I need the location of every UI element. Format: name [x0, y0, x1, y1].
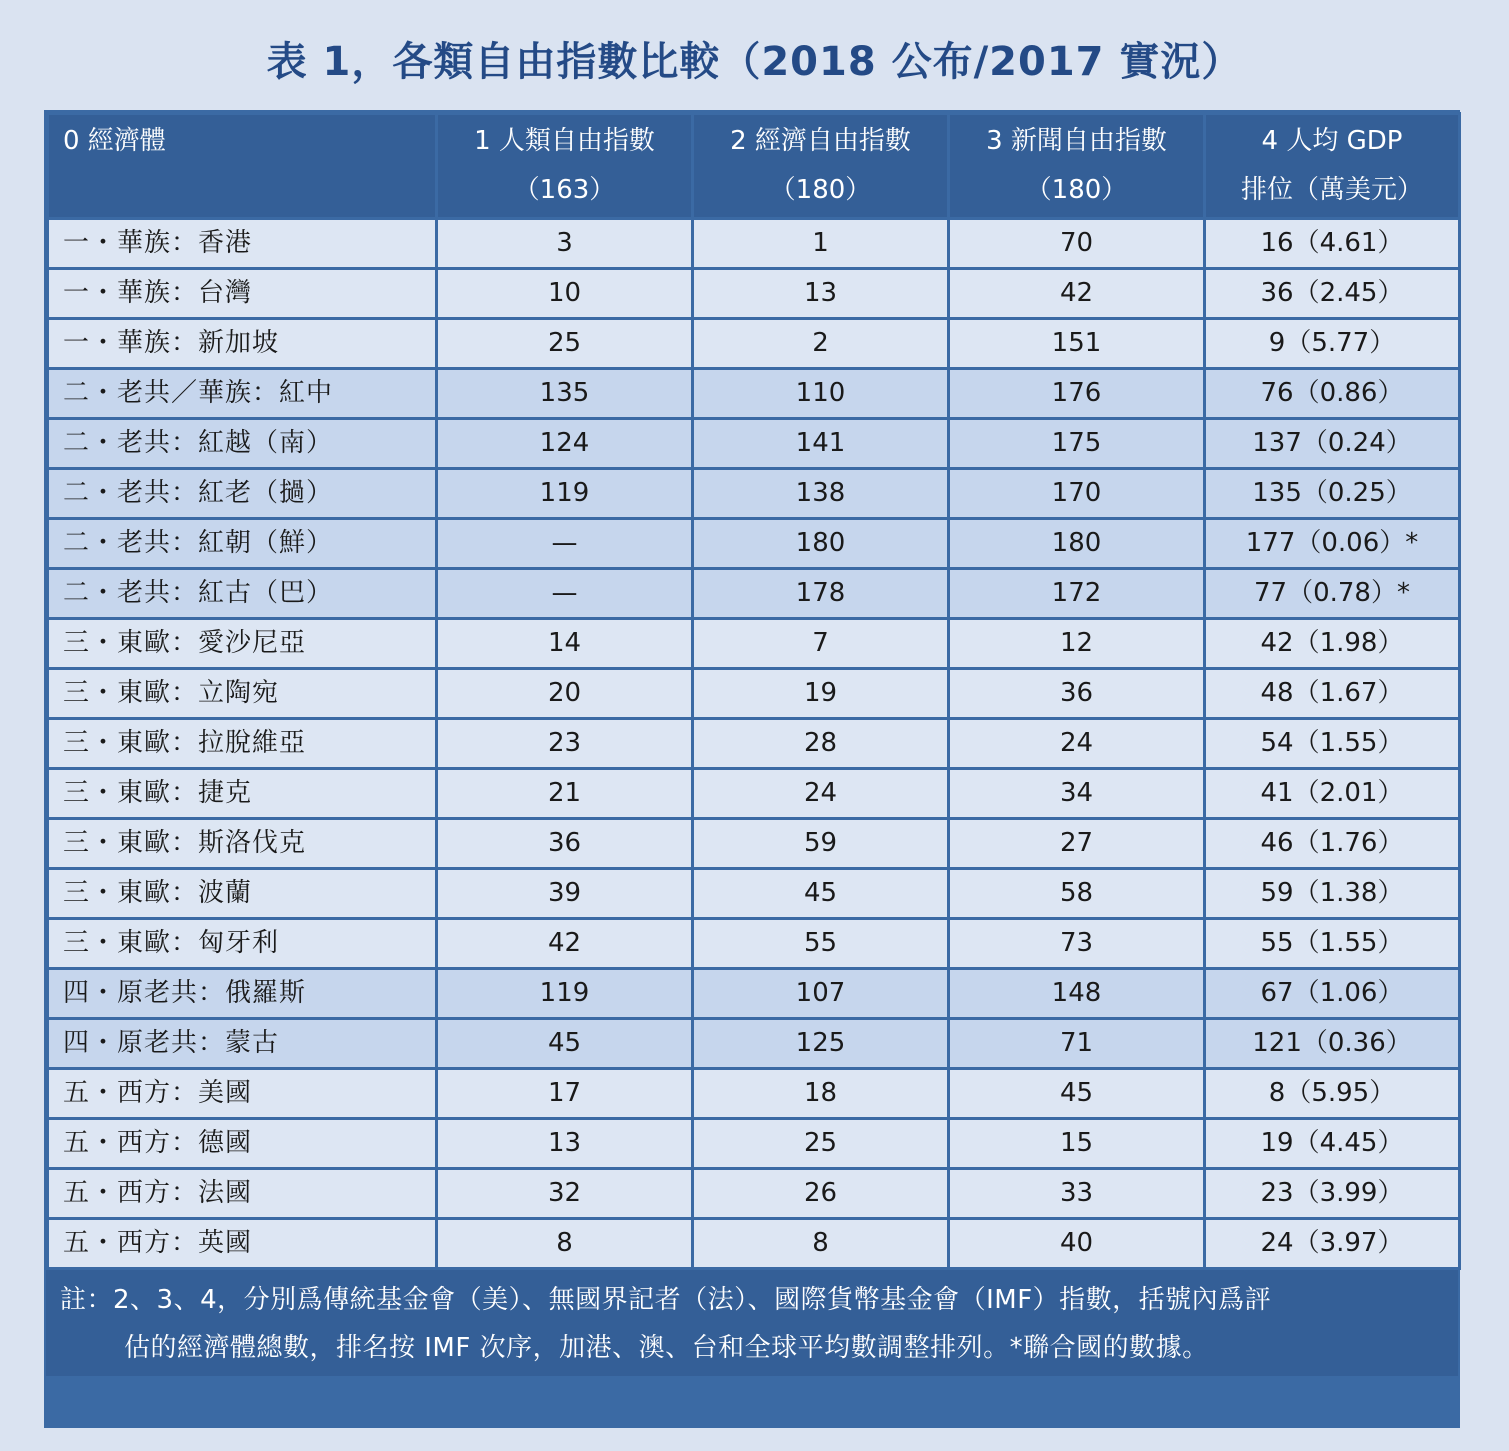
header-press-freedom — [949, 114, 1205, 219]
table-row — [48, 1169, 1460, 1219]
cell-press-freedom: 45 — [949, 1069, 1205, 1119]
cell-press-freedom: 170 — [949, 469, 1205, 519]
cell-human-freedom: 3 — [437, 219, 693, 269]
cell-human-freedom: 124 — [437, 419, 693, 469]
cell-economy: 二・老共：紅古（巴） — [48, 569, 437, 619]
cell-gdp: 177（0.06）* — [1205, 519, 1460, 569]
cell-economy: 五・西方：德國 — [48, 1119, 437, 1169]
cell-human-freedom: 10 — [437, 269, 693, 319]
cell-economic-freedom: 59 — [693, 819, 949, 869]
cell-gdp: 54（1.55） — [1205, 719, 1460, 769]
cell-economic-freedom: 13 — [693, 269, 949, 319]
header-economic-freedom-label: 2 經濟自由指數 — [730, 126, 911, 156]
table-row — [48, 269, 1460, 319]
header-economy — [48, 114, 437, 219]
cell-economic-freedom: 141 — [693, 419, 949, 469]
footnote-line-2: 估的經濟體總數，排名按 IMF 次序，加港、澳、台和全球平均數調整排列。*聯合國的數據。 — [124, 1333, 1209, 1363]
table-row — [48, 869, 1460, 919]
cell-economic-freedom: 28 — [693, 719, 949, 769]
table-row — [48, 319, 1460, 369]
cell-press-freedom: 40 — [949, 1219, 1205, 1269]
cell-economic-freedom: 19 — [693, 669, 949, 719]
cell-economy: 四・原老共：蒙古 — [48, 1019, 437, 1069]
cell-gdp: 137（0.24） — [1205, 419, 1460, 469]
cell-human-freedom: 42 — [437, 919, 693, 969]
header-press-freedom-label: 3 新聞自由指數 — [986, 126, 1167, 156]
cell-human-freedom: 13 — [437, 1119, 693, 1169]
cell-economy: 三・東歐：愛沙尼亞 — [48, 619, 437, 669]
cell-human-freedom: 23 — [437, 719, 693, 769]
table-row — [48, 819, 1460, 869]
table-row — [48, 369, 1460, 419]
cell-human-freedom: 21 — [437, 769, 693, 819]
cell-gdp: 55（1.55） — [1205, 919, 1460, 969]
header-press-freedom-count: （180） — [1025, 175, 1128, 205]
header-human-freedom — [437, 114, 693, 219]
table-row — [48, 1069, 1460, 1119]
table-row — [48, 1219, 1460, 1269]
cell-human-freedom: 17 — [437, 1069, 693, 1119]
freedom-index-table-container — [44, 110, 1460, 1428]
cell-gdp: 48（1.67） — [1205, 669, 1460, 719]
cell-gdp: 77（0.78）* — [1205, 569, 1460, 619]
header-human-freedom-count: （163） — [513, 175, 616, 205]
cell-economy: 一・華族：香港 — [48, 219, 437, 269]
table-row — [48, 1019, 1460, 1069]
cell-gdp: 67（1.06） — [1205, 969, 1460, 1019]
table-row — [48, 669, 1460, 719]
cell-economic-freedom: 107 — [693, 969, 949, 1019]
cell-economic-freedom: 18 — [693, 1069, 949, 1119]
cell-economic-freedom: 138 — [693, 469, 949, 519]
cell-human-freedom: 135 — [437, 369, 693, 419]
cell-press-freedom: 36 — [949, 669, 1205, 719]
cell-press-freedom: 71 — [949, 1019, 1205, 1069]
cell-gdp: 23（3.99） — [1205, 1169, 1460, 1219]
cell-economy: 五・西方：美國 — [48, 1069, 437, 1119]
cell-economic-freedom: 178 — [693, 569, 949, 619]
table-header — [48, 114, 1460, 219]
cell-human-freedom: 39 — [437, 869, 693, 919]
cell-gdp: 19（4.45） — [1205, 1119, 1460, 1169]
cell-press-freedom: 58 — [949, 869, 1205, 919]
header-human-freedom-label: 1 人類自由指數 — [474, 126, 655, 156]
cell-economy: 一・華族：新加坡 — [48, 319, 437, 369]
cell-press-freedom: 15 — [949, 1119, 1205, 1169]
cell-press-freedom: 34 — [949, 769, 1205, 819]
cell-press-freedom: 70 — [949, 219, 1205, 269]
cell-economic-freedom: 7 — [693, 619, 949, 669]
header-economic-freedom-count: （180） — [769, 175, 872, 205]
cell-economic-freedom: 26 — [693, 1169, 949, 1219]
cell-economic-freedom: 25 — [693, 1119, 949, 1169]
cell-human-freedom: 20 — [437, 669, 693, 719]
cell-press-freedom: 180 — [949, 519, 1205, 569]
cell-gdp: 9（5.77） — [1205, 319, 1460, 369]
cell-press-freedom: 175 — [949, 419, 1205, 469]
cell-human-freedom: — — [437, 569, 693, 619]
table-row — [48, 569, 1460, 619]
cell-economy: 三・東歐：捷克 — [48, 769, 437, 819]
cell-economy: 三・東歐：斯洛伐克 — [48, 819, 437, 869]
header-gdp-label: 4 人均 GDP — [1261, 126, 1403, 156]
cell-human-freedom: 45 — [437, 1019, 693, 1069]
cell-press-freedom: 176 — [949, 369, 1205, 419]
cell-press-freedom: 148 — [949, 969, 1205, 1019]
cell-human-freedom: 25 — [437, 319, 693, 369]
cell-gdp: 121（0.36） — [1205, 1019, 1460, 1069]
table-row — [48, 719, 1460, 769]
cell-gdp: 36（2.45） — [1205, 269, 1460, 319]
cell-gdp: 8（5.95） — [1205, 1069, 1460, 1119]
cell-human-freedom: — — [437, 519, 693, 569]
header-economy-label: 0 經濟體 — [63, 126, 166, 156]
table-row — [48, 769, 1460, 819]
cell-gdp: 42（1.98） — [1205, 619, 1460, 669]
cell-gdp: 76（0.86） — [1205, 369, 1460, 419]
cell-economy: 二・老共：紅老（撾） — [48, 469, 437, 519]
cell-economic-freedom: 45 — [693, 869, 949, 919]
cell-economy: 二・老共：紅越（南） — [48, 419, 437, 469]
cell-press-freedom: 73 — [949, 919, 1205, 969]
table-row — [48, 419, 1460, 469]
cell-human-freedom: 8 — [437, 1219, 693, 1269]
cell-economic-freedom: 110 — [693, 369, 949, 419]
header-economic-freedom — [693, 114, 949, 219]
cell-economy: 三・東歐：波蘭 — [48, 869, 437, 919]
table-row — [48, 619, 1460, 669]
cell-human-freedom: 119 — [437, 469, 693, 519]
cell-economy: 三・東歐：匈牙利 — [48, 919, 437, 969]
cell-human-freedom: 32 — [437, 1169, 693, 1219]
table-body — [48, 219, 1460, 1269]
table-row — [48, 969, 1460, 1019]
cell-human-freedom: 119 — [437, 969, 693, 1019]
cell-economic-freedom: 24 — [693, 769, 949, 819]
cell-gdp: 16（4.61） — [1205, 219, 1460, 269]
cell-gdp: 59（1.38） — [1205, 869, 1460, 919]
cell-economic-freedom: 1 — [693, 219, 949, 269]
table-row — [48, 919, 1460, 969]
cell-human-freedom: 14 — [437, 619, 693, 669]
cell-gdp: 135（0.25） — [1205, 469, 1460, 519]
cell-human-freedom: 36 — [437, 819, 693, 869]
header-gdp-per-capita — [1205, 114, 1460, 219]
cell-economy: 一・華族：台灣 — [48, 269, 437, 319]
table-title: 表 1，各類自由指數比較（2018 公布/2017 實況） — [266, 39, 1243, 85]
cell-press-freedom: 42 — [949, 269, 1205, 319]
header-gdp-unit: 排位（萬美元） — [1240, 175, 1423, 205]
cell-economy: 三・東歐：拉脫維亞 — [48, 719, 437, 769]
cell-press-freedom: 27 — [949, 819, 1205, 869]
cell-economy: 二・老共：紅朝（鮮） — [48, 519, 437, 569]
table-row — [48, 469, 1460, 519]
cell-economy: 二・老共／華族：紅中 — [48, 369, 437, 419]
freedom-index-table — [46, 112, 1461, 1270]
cell-press-freedom: 33 — [949, 1169, 1205, 1219]
table-footnote — [46, 1270, 1458, 1376]
cell-economic-freedom: 125 — [693, 1019, 949, 1069]
footnote-line-1: 註：2、3、4，分別爲傳統基金會（美）、無國界記者（法）、國際貨幣基金會（IMF）指數，括號內爲評 — [60, 1285, 1272, 1315]
table-row — [48, 219, 1460, 269]
cell-gdp: 24（3.97） — [1205, 1219, 1460, 1269]
cell-press-freedom: 172 — [949, 569, 1205, 619]
cell-gdp: 46（1.76） — [1205, 819, 1460, 869]
cell-press-freedom: 151 — [949, 319, 1205, 369]
header-row — [48, 114, 1460, 219]
cell-economy: 五・西方：法國 — [48, 1169, 437, 1219]
cell-press-freedom: 12 — [949, 619, 1205, 669]
cell-economic-freedom: 2 — [693, 319, 949, 369]
cell-economy: 三・東歐：立陶宛 — [48, 669, 437, 719]
table-row — [48, 519, 1460, 569]
cell-economy: 四・原老共：俄羅斯 — [48, 969, 437, 1019]
cell-economic-freedom: 180 — [693, 519, 949, 569]
cell-economy: 五・西方：英國 — [48, 1219, 437, 1269]
cell-economic-freedom: 55 — [693, 919, 949, 969]
cell-economic-freedom: 8 — [693, 1219, 949, 1269]
cell-press-freedom: 24 — [949, 719, 1205, 769]
table-row — [48, 1119, 1460, 1169]
cell-gdp: 41（2.01） — [1205, 769, 1460, 819]
